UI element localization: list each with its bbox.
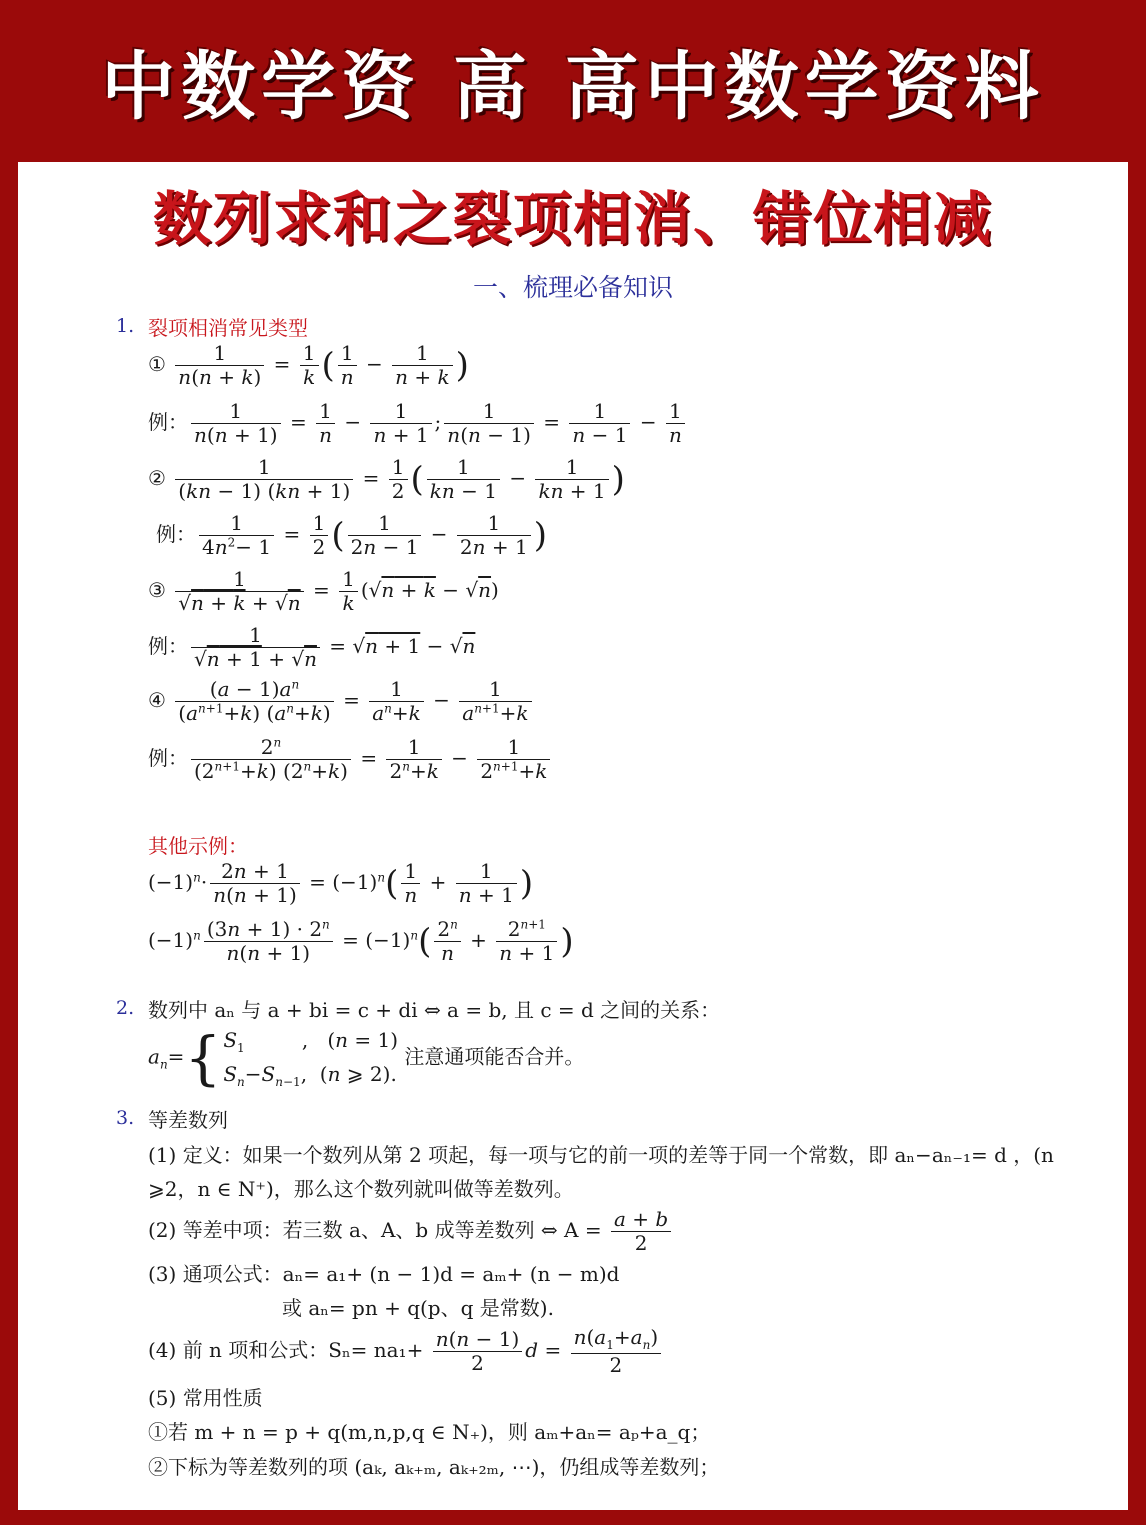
example-label: 例： (156, 522, 196, 546)
formula-row: 例： $\frac{1}{4n^2- 1}$ = $\frac{1}{2}$ ( $\frac{1}{2n - 1}$ − $\frac{1}{2n + 1}$ ) (156, 511, 547, 559)
text-line: ⩾2，n ∈ N⁺)，那么这个数列就叫做等差数列。 (148, 1177, 574, 1201)
note-text: 注意通项能否合并。 (404, 1044, 585, 1069)
formula-row: $(-1)^n$ $\frac{(3n + 1) \cdot 2^n}{n(n + 1)}$ = $(-1)^n$( $\frac{2^n}{n}$ + $\frac{2^{n+1}}{n + 1}$ ) (148, 917, 574, 965)
section-heading: 一、梳理必备知识 (472, 273, 673, 302)
formula-row: ③ $\frac{1}{√n + k + √n}$ = $\frac{1}{k}$ (√n + k − √n) (148, 567, 499, 615)
text-line: ②下标为等差数列的项 (aₖ, aₖ₊ₘ, aₖ₊₂ₘ, ⋯)，仍组成等差数列； (148, 1455, 720, 1479)
subheading: 其他示例： (148, 834, 248, 858)
circled-label: ④ (148, 688, 166, 712)
formula-row: ① $\frac{1}{n(n + k)}$ = $\frac{1}{k}$ ( $\frac{1}{n}$ − $\frac{1}{n + k}$ ) (148, 341, 469, 389)
item-title: 数列中 aₙ 与 a + bi = c + di ⇔ a = b, 且 c = d 之间的关系： (148, 998, 721, 1022)
formula-row: ④ $\frac{(a - 1)a^n}{(a^{n+1}+k) (a^n+k)}$ = $\frac{1}{a^n+k}$ − $\frac{1}{a^{n+1}+k}$ (148, 678, 535, 725)
formula-row: 例： $\frac{2^n}{(2^{n+1}+k) (2^n+k)}$ = $\frac{1}{2^n+k}$ − $\frac{1}{2^{n+1}+k}$ (148, 736, 553, 783)
formula-row: 例： $\frac{1}{n(n + 1)}$ = $\frac{1}{n}$ − $\frac{1}{n + 1}$ ; $\frac{1}{n(n - 1)}$ = $\frac{1}{n - 1}$ − $\frac{1}{n}$ (148, 400, 688, 447)
document-page (18, 162, 1128, 1510)
text-line: (3) 通项公式：aₙ= a₁+ (n − 1)d = aₘ+ (n − m)d (148, 1262, 620, 1286)
text-segment: (4) 前 n 项和公式：Sₙ= na₁+ (148, 1337, 424, 1362)
page-title: 数列求和之裂项相消、错位相减 (152, 185, 993, 253)
banner-text: 中数学资 高 高中数学资料 (101, 44, 1045, 130)
formula-row: ② $\frac{1}{(kn - 1) (kn + 1)}$ = $\frac{1}{2}$ ( $\frac{1}{kn - 1}$ − $\frac{1}{kn + 1}$ ) (148, 455, 625, 503)
formula-row: (2) 等差中项：若三数 a、A、b 成等差数列 ⇔ A = $\frac{a + b}{2}$ (148, 1208, 674, 1255)
circled-label: ① (148, 352, 166, 376)
item-title: 等差数列 (148, 1108, 228, 1132)
circled-label: ③ (148, 578, 166, 602)
text-segment: (2) 等差中项：若三数 a、A、b 成等差数列 ⇔ A = (148, 1218, 602, 1242)
text-line: (5) 常用性质 (148, 1386, 263, 1410)
formula-row: (4) 前 n 项和公式：Sₙ= na₁+ $\frac{n(n - 1)}{2}$ d = $\frac{n(a_1+a_n)}{2}$ (148, 1326, 664, 1377)
text-line: (1) 定义：如果一个数列从第 2 项起，每一项与它的前一项的差等于同一个常数，即 aₙ−aₙ₋₁= d ，(n (148, 1143, 1054, 1167)
example-label: 例： (148, 634, 188, 658)
item-title: 裂项相消常见类型 (148, 316, 308, 340)
formula-row: 例： $\frac{1}{√n + 1 + √n}$ = √n + 1 − √n (148, 623, 476, 671)
example-label: 例： (148, 746, 188, 770)
header-banner (0, 0, 1146, 162)
formula-row: $a_n=${ $S_1$ , (n = 1) $S_n-S_{n-1}$, (n ⩾ 2). 注意通项能否合并。 (148, 1024, 585, 1093)
circled-label: ② (148, 466, 166, 490)
item-number: 1. (116, 315, 135, 337)
item-number: 2. (116, 997, 135, 1019)
item-number: 3. (116, 1107, 135, 1129)
formula-row: $(-1)^n\cdot$ $\frac{2n + 1}{n(n + 1)}$ = $(-1)^n$( $\frac{1}{n}$ + $\frac{1}{n + 1}$ ) (148, 859, 534, 907)
text-line: ①若 m + n = p + q(m,n,p,q ∈ N₊)，则 aₘ+aₙ= aₚ+a_q； (148, 1420, 711, 1444)
text-line: 或 aₙ= pn + q(p、q 是常数). (282, 1296, 554, 1320)
example-label: 例： (148, 410, 188, 434)
